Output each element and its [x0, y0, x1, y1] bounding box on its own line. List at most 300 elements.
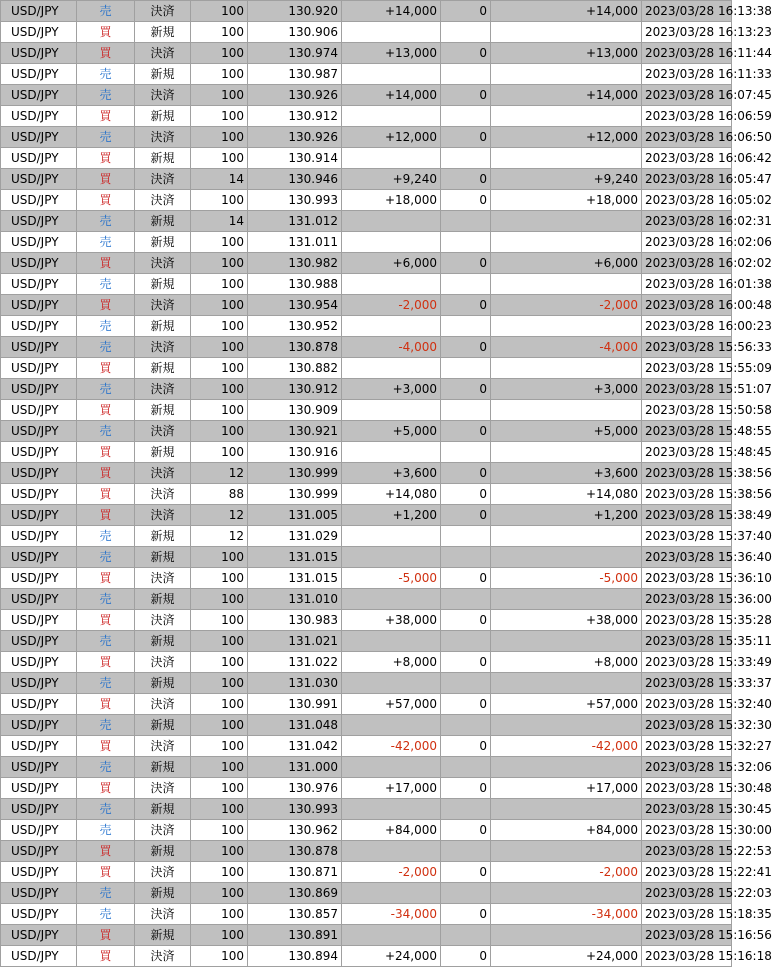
price-cell: 131.010 — [248, 589, 342, 610]
timestamp-cell: 2023/03/28 16:07:45 — [642, 85, 732, 106]
timestamp-cell: 2023/03/28 15:32:30 — [642, 715, 732, 736]
price-cell: 130.871 — [248, 862, 342, 883]
profit-loss-cell: +8,000 — [342, 652, 441, 673]
timestamp-cell: 2023/03/28 15:56:33 — [642, 337, 732, 358]
price-cell: 131.000 — [248, 757, 342, 778]
timestamp-cell: 2023/03/28 16:06:50 — [642, 127, 732, 148]
side-cell: 買 — [77, 358, 135, 379]
total-cell: -4,000 — [491, 337, 642, 358]
timestamp-cell: 2023/03/28 15:38:56 — [642, 484, 732, 505]
profit-loss-cell — [342, 526, 441, 547]
profit-loss-cell — [342, 715, 441, 736]
profit-loss-cell: +14,000 — [342, 85, 441, 106]
side-cell: 売 — [77, 337, 135, 358]
total-cell — [491, 232, 642, 253]
currency-pair-cell: USD/JPY — [1, 316, 77, 337]
swap-cell: 0 — [441, 946, 491, 967]
currency-pair-cell: USD/JPY — [1, 547, 77, 568]
order-type-cell: 新規 — [135, 547, 191, 568]
price-cell: 130.912 — [248, 379, 342, 400]
swap-cell — [441, 526, 491, 547]
currency-pair-cell: USD/JPY — [1, 148, 77, 169]
currency-pair-cell: USD/JPY — [1, 778, 77, 799]
order-type-cell: 新規 — [135, 148, 191, 169]
profit-loss-cell: +14,000 — [342, 1, 441, 22]
price-cell: 131.022 — [248, 652, 342, 673]
table-row[interactable] — [1, 22, 732, 43]
quantity-cell: 100 — [191, 883, 248, 904]
swap-cell: 0 — [441, 169, 491, 190]
profit-loss-cell — [342, 274, 441, 295]
timestamp-cell: 2023/03/28 16:11:44 — [642, 43, 732, 64]
table-row[interactable] — [1, 232, 732, 253]
price-cell: 130.993 — [248, 190, 342, 211]
currency-pair-cell: USD/JPY — [1, 274, 77, 295]
total-cell — [491, 631, 642, 652]
total-cell — [491, 22, 642, 43]
table-row[interactable] — [1, 946, 732, 967]
side-cell: 買 — [77, 253, 135, 274]
order-type-cell: 新規 — [135, 316, 191, 337]
swap-cell — [441, 883, 491, 904]
currency-pair-cell: USD/JPY — [1, 484, 77, 505]
quantity-cell: 100 — [191, 64, 248, 85]
total-cell — [491, 442, 642, 463]
swap-cell: 0 — [441, 127, 491, 148]
side-cell: 買 — [77, 736, 135, 757]
timestamp-cell: 2023/03/28 16:00:48 — [642, 295, 732, 316]
currency-pair-cell: USD/JPY — [1, 85, 77, 106]
order-type-cell: 新規 — [135, 232, 191, 253]
table-row[interactable] — [1, 358, 732, 379]
table-row[interactable] — [1, 673, 732, 694]
table-row[interactable] — [1, 568, 732, 589]
timestamp-cell: 2023/03/28 16:06:42 — [642, 148, 732, 169]
timestamp-cell: 2023/03/28 15:35:28 — [642, 610, 732, 631]
timestamp-cell: 2023/03/28 15:30:48 — [642, 778, 732, 799]
timestamp-cell: 2023/03/28 16:02:31 — [642, 211, 732, 232]
table-row[interactable] — [1, 778, 732, 799]
table-row[interactable] — [1, 799, 732, 820]
profit-loss-cell — [342, 799, 441, 820]
currency-pair-cell: USD/JPY — [1, 337, 77, 358]
timestamp-cell: 2023/03/28 16:13:38 — [642, 1, 732, 22]
side-cell: 買 — [77, 484, 135, 505]
total-cell: +8,000 — [491, 652, 642, 673]
side-cell: 買 — [77, 568, 135, 589]
quantity-cell: 100 — [191, 673, 248, 694]
table-row[interactable] — [1, 547, 732, 568]
side-cell: 買 — [77, 463, 135, 484]
price-cell: 130.869 — [248, 883, 342, 904]
order-type-cell: 新規 — [135, 799, 191, 820]
price-cell: 130.894 — [248, 946, 342, 967]
total-cell: -2,000 — [491, 295, 642, 316]
quantity-cell: 14 — [191, 211, 248, 232]
quantity-cell: 100 — [191, 757, 248, 778]
side-cell: 売 — [77, 421, 135, 442]
side-cell: 売 — [77, 589, 135, 610]
side-cell: 買 — [77, 694, 135, 715]
order-type-cell: 決済 — [135, 1, 191, 22]
currency-pair-cell: USD/JPY — [1, 757, 77, 778]
quantity-cell: 100 — [191, 85, 248, 106]
total-cell: +14,000 — [491, 85, 642, 106]
total-cell: +84,000 — [491, 820, 642, 841]
order-type-cell: 新規 — [135, 358, 191, 379]
profit-loss-cell — [342, 925, 441, 946]
profit-loss-cell — [342, 106, 441, 127]
profit-loss-cell: -5,000 — [342, 568, 441, 589]
timestamp-cell: 2023/03/28 15:51:07 — [642, 379, 732, 400]
currency-pair-cell: USD/JPY — [1, 694, 77, 715]
side-cell: 売 — [77, 883, 135, 904]
side-cell: 売 — [77, 1, 135, 22]
total-cell — [491, 589, 642, 610]
table-row[interactable] — [1, 589, 732, 610]
currency-pair-cell: USD/JPY — [1, 232, 77, 253]
total-cell: -5,000 — [491, 568, 642, 589]
table-row[interactable] — [1, 694, 732, 715]
profit-loss-cell: +24,000 — [342, 946, 441, 967]
profit-loss-cell — [342, 442, 441, 463]
table-row[interactable] — [1, 757, 732, 778]
price-cell: 130.878 — [248, 337, 342, 358]
table-row[interactable] — [1, 274, 732, 295]
quantity-cell: 100 — [191, 631, 248, 652]
quantity-cell: 100 — [191, 925, 248, 946]
table-row[interactable] — [1, 505, 732, 526]
swap-cell: 0 — [441, 421, 491, 442]
quantity-cell: 100 — [191, 106, 248, 127]
order-type-cell: 新規 — [135, 22, 191, 43]
swap-cell — [441, 64, 491, 85]
currency-pair-cell: USD/JPY — [1, 127, 77, 148]
table-row[interactable] — [1, 925, 732, 946]
profit-loss-cell — [342, 22, 441, 43]
table-row[interactable] — [1, 379, 732, 400]
currency-pair-cell: USD/JPY — [1, 589, 77, 610]
table-row[interactable] — [1, 442, 732, 463]
profit-loss-cell — [342, 232, 441, 253]
quantity-cell: 100 — [191, 190, 248, 211]
total-cell: +17,000 — [491, 778, 642, 799]
table-row[interactable] — [1, 820, 732, 841]
order-type-cell: 新規 — [135, 883, 191, 904]
table-row[interactable] — [1, 1, 732, 22]
total-cell: -2,000 — [491, 862, 642, 883]
quantity-cell: 100 — [191, 904, 248, 925]
timestamp-cell: 2023/03/28 16:13:23 — [642, 22, 732, 43]
swap-cell — [441, 799, 491, 820]
quantity-cell: 100 — [191, 841, 248, 862]
timestamp-cell: 2023/03/28 15:30:00 — [642, 820, 732, 841]
price-cell: 131.029 — [248, 526, 342, 547]
price-cell: 130.921 — [248, 421, 342, 442]
table-row[interactable] — [1, 85, 732, 106]
total-cell — [491, 358, 642, 379]
timestamp-cell: 2023/03/28 15:16:56 — [642, 925, 732, 946]
table-row[interactable] — [1, 463, 732, 484]
order-type-cell: 決済 — [135, 337, 191, 358]
order-type-cell: 新規 — [135, 64, 191, 85]
order-type-cell: 決済 — [135, 421, 191, 442]
profit-loss-cell — [342, 400, 441, 421]
side-cell: 売 — [77, 673, 135, 694]
quantity-cell: 100 — [191, 589, 248, 610]
quantity-cell: 100 — [191, 22, 248, 43]
table-row[interactable] — [1, 148, 732, 169]
total-cell — [491, 211, 642, 232]
profit-loss-cell — [342, 64, 441, 85]
timestamp-cell: 2023/03/28 15:32:06 — [642, 757, 732, 778]
quantity-cell: 12 — [191, 526, 248, 547]
table-row[interactable] — [1, 211, 732, 232]
profit-loss-cell: +18,000 — [342, 190, 441, 211]
order-type-cell: 決済 — [135, 505, 191, 526]
price-cell: 130.926 — [248, 127, 342, 148]
side-cell: 買 — [77, 946, 135, 967]
total-cell: +5,000 — [491, 421, 642, 442]
timestamp-cell: 2023/03/28 15:32:27 — [642, 736, 732, 757]
total-cell: +57,000 — [491, 694, 642, 715]
profit-loss-cell: +17,000 — [342, 778, 441, 799]
price-cell: 131.015 — [248, 547, 342, 568]
total-cell: -34,000 — [491, 904, 642, 925]
swap-cell — [441, 841, 491, 862]
side-cell: 売 — [77, 715, 135, 736]
currency-pair-cell: USD/JPY — [1, 358, 77, 379]
swap-cell — [441, 715, 491, 736]
order-type-cell: 決済 — [135, 568, 191, 589]
currency-pair-cell: USD/JPY — [1, 946, 77, 967]
timestamp-cell: 2023/03/28 15:36:00 — [642, 589, 732, 610]
profit-loss-cell — [342, 316, 441, 337]
order-type-cell: 新規 — [135, 841, 191, 862]
price-cell: 131.005 — [248, 505, 342, 526]
swap-cell — [441, 631, 491, 652]
swap-cell — [441, 358, 491, 379]
quantity-cell: 100 — [191, 421, 248, 442]
order-type-cell: 決済 — [135, 862, 191, 883]
quantity-cell: 100 — [191, 148, 248, 169]
order-type-cell: 決済 — [135, 652, 191, 673]
quantity-cell: 100 — [191, 379, 248, 400]
profit-loss-cell: +12,000 — [342, 127, 441, 148]
table-row[interactable] — [1, 631, 732, 652]
order-type-cell: 新規 — [135, 106, 191, 127]
total-cell — [491, 64, 642, 85]
table-row[interactable] — [1, 736, 732, 757]
table-row[interactable] — [1, 400, 732, 421]
side-cell: 売 — [77, 631, 135, 652]
total-cell — [491, 547, 642, 568]
timestamp-cell: 2023/03/28 16:00:23 — [642, 316, 732, 337]
currency-pair-cell: USD/JPY — [1, 736, 77, 757]
side-cell: 買 — [77, 106, 135, 127]
swap-cell — [441, 400, 491, 421]
timestamp-cell: 2023/03/28 16:05:47 — [642, 169, 732, 190]
currency-pair-cell: USD/JPY — [1, 568, 77, 589]
table-row[interactable] — [1, 253, 732, 274]
timestamp-cell: 2023/03/28 16:05:02 — [642, 190, 732, 211]
timestamp-cell: 2023/03/28 15:22:53 — [642, 841, 732, 862]
side-cell: 買 — [77, 148, 135, 169]
profit-loss-cell: +9,240 — [342, 169, 441, 190]
side-cell: 売 — [77, 85, 135, 106]
total-cell — [491, 883, 642, 904]
table-row[interactable] — [1, 526, 732, 547]
quantity-cell: 14 — [191, 169, 248, 190]
price-cell: 130.916 — [248, 442, 342, 463]
order-type-cell: 決済 — [135, 463, 191, 484]
total-cell — [491, 757, 642, 778]
profit-loss-cell — [342, 211, 441, 232]
timestamp-cell: 2023/03/28 15:18:35 — [642, 904, 732, 925]
side-cell: 売 — [77, 799, 135, 820]
side-cell: 買 — [77, 190, 135, 211]
total-cell: +13,000 — [491, 43, 642, 64]
total-cell — [491, 316, 642, 337]
order-type-cell: 決済 — [135, 820, 191, 841]
timestamp-cell: 2023/03/28 16:02:06 — [642, 232, 732, 253]
side-cell: 買 — [77, 610, 135, 631]
swap-cell — [441, 925, 491, 946]
currency-pair-cell: USD/JPY — [1, 421, 77, 442]
swap-cell: 0 — [441, 568, 491, 589]
table-row[interactable] — [1, 610, 732, 631]
currency-pair-cell: USD/JPY — [1, 442, 77, 463]
table-row[interactable] — [1, 421, 732, 442]
table-row[interactable] — [1, 484, 732, 505]
swap-cell — [441, 757, 491, 778]
quantity-cell: 100 — [191, 1, 248, 22]
side-cell: 売 — [77, 820, 135, 841]
timestamp-cell: 2023/03/28 15:38:49 — [642, 505, 732, 526]
swap-cell — [441, 211, 491, 232]
quantity-cell: 100 — [191, 400, 248, 421]
currency-pair-cell: USD/JPY — [1, 379, 77, 400]
quantity-cell: 100 — [191, 43, 248, 64]
table-row[interactable] — [1, 862, 732, 883]
price-cell: 131.015 — [248, 568, 342, 589]
order-type-cell: 新規 — [135, 673, 191, 694]
quantity-cell: 100 — [191, 442, 248, 463]
price-cell: 130.987 — [248, 64, 342, 85]
quantity-cell: 100 — [191, 568, 248, 589]
order-type-cell: 新規 — [135, 442, 191, 463]
profit-loss-cell: +13,000 — [342, 43, 441, 64]
table-row[interactable] — [1, 43, 732, 64]
table-row[interactable] — [1, 316, 732, 337]
table-row[interactable] — [1, 883, 732, 904]
table-row[interactable] — [1, 295, 732, 316]
price-cell: 130.983 — [248, 610, 342, 631]
side-cell: 買 — [77, 505, 135, 526]
side-cell: 買 — [77, 400, 135, 421]
currency-pair-cell: USD/JPY — [1, 820, 77, 841]
total-cell: +14,080 — [491, 484, 642, 505]
table-row[interactable] — [1, 715, 732, 736]
currency-pair-cell: USD/JPY — [1, 904, 77, 925]
swap-cell: 0 — [441, 610, 491, 631]
currency-pair-cell: USD/JPY — [1, 610, 77, 631]
swap-cell: 0 — [441, 778, 491, 799]
side-cell: 売 — [77, 127, 135, 148]
quantity-cell: 100 — [191, 547, 248, 568]
profit-loss-cell — [342, 631, 441, 652]
table-row[interactable] — [1, 169, 732, 190]
currency-pair-cell: USD/JPY — [1, 22, 77, 43]
table-row[interactable] — [1, 127, 732, 148]
profit-loss-cell — [342, 883, 441, 904]
side-cell: 売 — [77, 232, 135, 253]
side-cell: 売 — [77, 526, 135, 547]
quantity-cell: 100 — [191, 295, 248, 316]
profit-loss-cell: +6,000 — [342, 253, 441, 274]
table-row[interactable] — [1, 337, 732, 358]
timestamp-cell: 2023/03/28 15:33:37 — [642, 673, 732, 694]
total-cell — [491, 715, 642, 736]
swap-cell — [441, 316, 491, 337]
currency-pair-cell: USD/JPY — [1, 400, 77, 421]
quantity-cell: 100 — [191, 358, 248, 379]
table-row[interactable] — [1, 64, 732, 85]
timestamp-cell: 2023/03/28 15:32:40 — [642, 694, 732, 715]
total-cell: +9,240 — [491, 169, 642, 190]
price-cell: 131.030 — [248, 673, 342, 694]
currency-pair-cell: USD/JPY — [1, 64, 77, 85]
order-type-cell: 決済 — [135, 295, 191, 316]
total-cell: +38,000 — [491, 610, 642, 631]
table-row[interactable] — [1, 106, 732, 127]
order-type-cell: 決済 — [135, 379, 191, 400]
profit-loss-cell: -2,000 — [342, 862, 441, 883]
quantity-cell: 100 — [191, 253, 248, 274]
order-type-cell: 新規 — [135, 715, 191, 736]
swap-cell — [441, 274, 491, 295]
order-type-cell: 決済 — [135, 904, 191, 925]
timestamp-cell: 2023/03/28 16:06:59 — [642, 106, 732, 127]
swap-cell: 0 — [441, 505, 491, 526]
price-cell: 130.991 — [248, 694, 342, 715]
side-cell: 買 — [77, 652, 135, 673]
timestamp-cell: 2023/03/28 16:11:33 — [642, 64, 732, 85]
price-cell: 131.021 — [248, 631, 342, 652]
quantity-cell: 100 — [191, 127, 248, 148]
price-cell: 130.926 — [248, 85, 342, 106]
table-row[interactable] — [1, 652, 732, 673]
table-row[interactable] — [1, 904, 732, 925]
price-cell: 130.914 — [248, 148, 342, 169]
order-type-cell: 新規 — [135, 526, 191, 547]
swap-cell — [441, 589, 491, 610]
price-cell: 130.906 — [248, 22, 342, 43]
total-cell — [491, 673, 642, 694]
currency-pair-cell: USD/JPY — [1, 1, 77, 22]
trade-rows — [1, 1, 772, 967]
swap-cell: 0 — [441, 484, 491, 505]
table-row[interactable] — [1, 190, 732, 211]
swap-cell: 0 — [441, 295, 491, 316]
side-cell: 買 — [77, 442, 135, 463]
currency-pair-cell: USD/JPY — [1, 43, 77, 64]
swap-cell — [441, 232, 491, 253]
table-row[interactable] — [1, 841, 732, 862]
swap-cell: 0 — [441, 736, 491, 757]
order-type-cell: 決済 — [135, 484, 191, 505]
profit-loss-cell — [342, 148, 441, 169]
